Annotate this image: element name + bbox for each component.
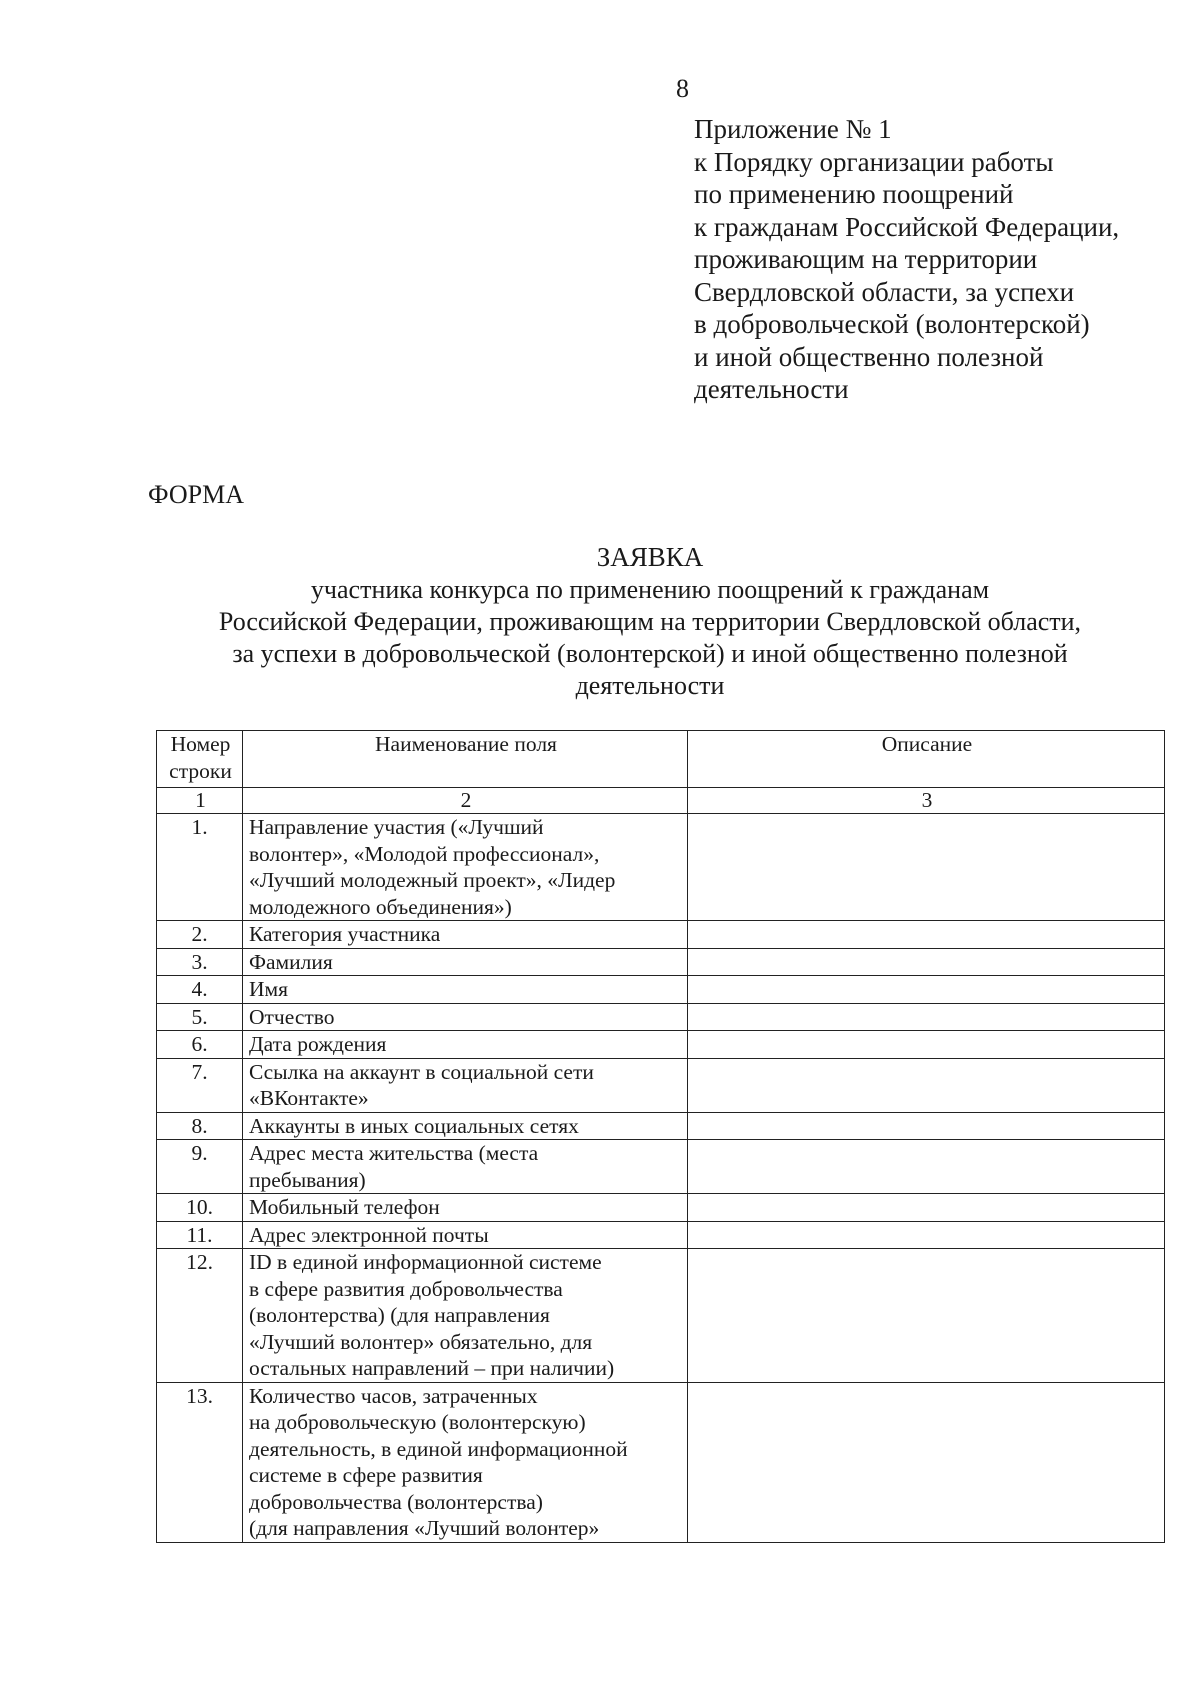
row-number: 8.	[157, 1112, 243, 1140]
table-row	[157, 1221, 1165, 1249]
field-name-line: «Лучший молодежный проект», «Лидер	[249, 868, 616, 892]
field-name-cell	[243, 976, 688, 1004]
description-cell	[688, 814, 1165, 921]
table-row	[157, 921, 1165, 949]
description-cell	[688, 1031, 1165, 1059]
table-row	[157, 1382, 1165, 1542]
table-row	[157, 1058, 1165, 1112]
field-name-line: Категория участника	[249, 922, 441, 946]
table-row	[157, 948, 1165, 976]
field-name-line: Ссылка на аккаунт в социальной сети	[249, 1059, 594, 1084]
description-cell	[688, 976, 1165, 1004]
table-row	[157, 1249, 1165, 1383]
row-number: 7.	[157, 1058, 243, 1112]
field-name-line: Имя	[249, 977, 289, 1001]
field-name-cell	[243, 1221, 688, 1249]
subtitle-line: Российской Федерации, проживающим на территории Свердловской области,	[218, 607, 1082, 636]
field-name-cell	[243, 814, 688, 921]
row-number: 9.	[157, 1140, 243, 1194]
subtitle-line: за успехи в добровольческой (волонтерской) и иной общественно полезной	[232, 639, 1068, 668]
appendix-line: Свердловской области, за успехи	[694, 276, 1075, 307]
table-header-row	[157, 731, 1165, 788]
field-name-line: деятельность, в единой информационной	[249, 1436, 628, 1461]
page-number: 8	[676, 74, 689, 103]
field-name-line: ID в единой информационной системе	[249, 1250, 602, 1274]
field-name-cell	[243, 1382, 688, 1542]
table-row	[157, 1140, 1165, 1194]
field-name-line: волонтер», «Молодой профессионал»,	[249, 841, 600, 866]
field-name-cell	[243, 1031, 688, 1059]
appendix-line: в добровольческой (волонтерской)	[694, 309, 1090, 339]
field-name-line: системе в сфере развития	[249, 1463, 483, 1487]
field-name-line: Отчество	[249, 1004, 335, 1029]
field-name-cell	[243, 1058, 688, 1112]
header-number-line: Номер	[170, 732, 231, 756]
table-row	[157, 976, 1165, 1004]
description-cell	[688, 1382, 1165, 1542]
header-row-number	[157, 731, 243, 788]
field-name-line: молодежного объединения»)	[249, 894, 512, 919]
row-number: 11.	[157, 1221, 243, 1249]
field-name-line: (для направления «Лучший волонтер»	[249, 1516, 600, 1540]
form-label: ФОРМА	[148, 480, 244, 509]
table-body	[157, 814, 1165, 1543]
description-cell	[688, 1194, 1165, 1222]
row-number: 5.	[157, 1003, 243, 1031]
field-name-cell	[243, 1003, 688, 1031]
description-cell	[688, 1221, 1165, 1249]
row-number: 3.	[157, 948, 243, 976]
description-cell	[688, 921, 1165, 949]
document-subtitle	[140, 574, 1160, 702]
field-name-line: добровольчества (волонтерства)	[249, 1489, 543, 1514]
appendix-line: по применению поощрений	[694, 179, 1014, 209]
field-name-cell	[243, 948, 688, 976]
table-row	[157, 1003, 1165, 1031]
row-number: 4.	[157, 976, 243, 1004]
appendix-line: проживающим на территории	[694, 244, 1038, 274]
description-cell	[688, 1249, 1165, 1383]
field-name-line: пребывания)	[249, 1167, 366, 1192]
field-name-line: Мобильный телефон	[249, 1195, 440, 1219]
row-number: 10.	[157, 1194, 243, 1222]
field-name-line: остальных направлений – при наличии)	[249, 1356, 615, 1380]
subtitle-line: участника конкурса по применению поощрений к гражданам	[310, 575, 990, 604]
row-number: 2.	[157, 921, 243, 949]
column-number: 1	[157, 788, 243, 814]
appendix-line: Приложение № 1	[694, 114, 892, 144]
field-name-cell	[243, 921, 688, 949]
field-name-line: «Лучший волонтер» обязательно, для	[249, 1329, 593, 1354]
description-cell	[688, 948, 1165, 976]
appendix-line: к Порядку организации работы	[694, 146, 1054, 177]
field-name-line: на добровольческую (волонтерскую)	[249, 1410, 586, 1434]
application-form-table	[156, 730, 1165, 1543]
field-name-line: «ВКонтакте»	[249, 1086, 369, 1110]
title-block	[140, 540, 1160, 702]
field-name-line: Дата рождения	[249, 1032, 387, 1056]
field-name-cell	[243, 1112, 688, 1140]
document-title: ЗАЯВКА	[596, 542, 704, 572]
field-name-line: Адрес места жительства (места	[249, 1141, 539, 1165]
row-number: 12.	[157, 1249, 243, 1383]
field-name-line: Фамилия	[249, 949, 333, 974]
header-description: Описание	[688, 731, 1165, 788]
table-row	[157, 1112, 1165, 1140]
description-cell	[688, 1058, 1165, 1112]
field-name-line: Адрес электронной почты	[249, 1222, 489, 1247]
description-cell	[688, 1112, 1165, 1140]
field-name-line: Количество часов, затраченных	[249, 1383, 538, 1408]
appendix-line: деятельности	[694, 374, 849, 404]
field-name-cell	[243, 1249, 688, 1383]
appendix-line: и иной общественно полезной	[694, 341, 1044, 372]
table-row	[157, 1194, 1165, 1222]
field-name-line: Аккаунты в иных социальных сетях	[249, 1113, 579, 1138]
column-number: 2	[243, 788, 688, 814]
column-number: 3	[688, 788, 1165, 814]
field-name-line: (волонтерства) (для направления	[249, 1303, 550, 1327]
description-cell	[688, 1140, 1165, 1194]
field-name-cell	[243, 1194, 688, 1222]
header-number-line: строки	[169, 758, 232, 783]
row-number: 13.	[157, 1382, 243, 1542]
table-row	[157, 1031, 1165, 1059]
field-name-cell	[243, 1140, 688, 1194]
header-field-name: Наименование поля	[243, 731, 688, 788]
subtitle-line: деятельности	[575, 671, 725, 700]
column-number-row	[157, 788, 1165, 814]
field-name-line: Направление участия («Лучший	[249, 815, 544, 839]
appendix-reference	[694, 113, 1119, 406]
description-cell	[688, 1003, 1165, 1031]
appendix-line: к гражданам Российской Федерации,	[694, 211, 1120, 242]
field-name-line: в сфере развития добровольчества	[249, 1276, 563, 1301]
table-row	[157, 814, 1165, 921]
row-number: 6.	[157, 1031, 243, 1059]
row-number: 1.	[157, 814, 243, 921]
